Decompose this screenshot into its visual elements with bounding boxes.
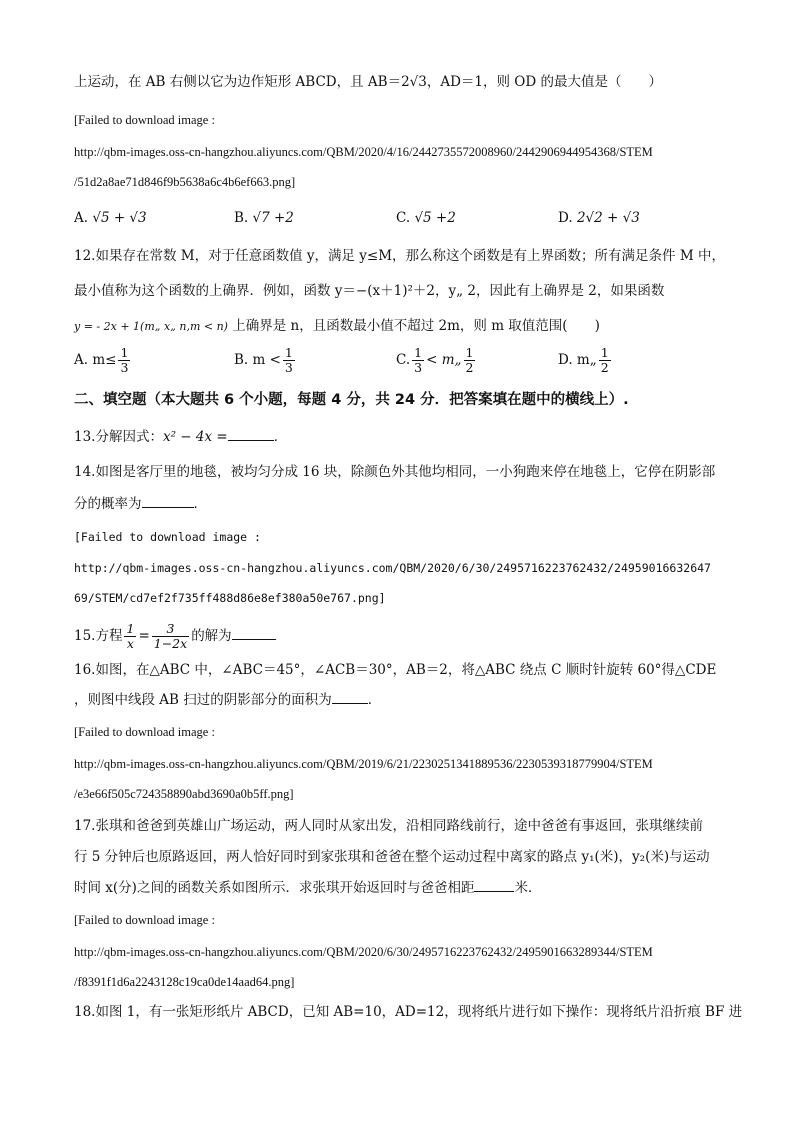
fraction: $\frac{3}{1-2x}$ (153, 621, 188, 651)
option-label: B. (234, 210, 249, 226)
fraction: $\frac{1}{3}$ (120, 345, 129, 375)
q15: 15.方程 $\frac{1}{x}$ = $\frac{3}{1-2x}$ 的解为 (74, 622, 276, 651)
image-url-1a: http://qbm-images.oss-cn-hangzhou.aliyuncs.com/QBM/2020/4/16/2442735572008960/2442906944954368/STEM (74, 145, 653, 159)
image-error-4: [Failed to download image : (74, 913, 215, 927)
option-label: C. (396, 352, 411, 368)
q12-option-a (74, 346, 132, 375)
answer-blank (228, 428, 274, 441)
option-text: √5 +2 (414, 210, 456, 226)
q18-line-1: 18.如图 1，有一张矩形纸片 ABCD，已知 AB=10，AD=12，现将纸片进行如下操作：现将纸片沿折痕 BF 进 (74, 1004, 743, 1020)
q11-stem-tail: 上运动，在 AB 右侧以它为边作矩形 ABCD，且 AB＝2√3，AD＝1，则 OD 的最大值是（ ） (74, 74, 662, 90)
answer-blank (142, 495, 194, 508)
q17-line-2: 行 5 分钟后也原路返回，两人恰好同时到家张琪和爸爸在整个运动过程中离家的路点 y₁(米)，y₂(米)与运动 (74, 849, 710, 865)
image-url-4a: http://qbm-images.oss-cn-hangzhou.aliyuncs.com/QBM/2020/6/30/2495716223762432/2495901663289344/STEM (74, 945, 653, 959)
q14-line-1: 14.如图是客厅里的地毯，被均匀分成 16 块，除颜色外其他均相同，一小狗跑来停在地毯上，它停在阴影部 (74, 464, 716, 480)
image-error-3: [Failed to download image : (74, 725, 215, 739)
option-text: 2√2 + √3 (576, 210, 640, 226)
q14-line-2: 分的概率为 ． (74, 496, 207, 512)
q12-option-d (558, 346, 613, 375)
option-label: C. (396, 210, 411, 226)
q11-option-a (74, 208, 147, 228)
q12-function: y = - 2x + 1(m„ x„ n,m < n) (74, 320, 228, 333)
q13-expression: x² − 4x = (162, 429, 228, 445)
q12-option-b (234, 346, 297, 375)
fraction: $\frac{1}{3}$ (284, 345, 293, 375)
option-label: A. m≤ (74, 352, 117, 368)
image-error-1: [Failed to download image : (74, 113, 215, 127)
fraction: $\frac{1}{2}$ (600, 345, 609, 375)
q11-option-d (558, 208, 640, 228)
q12-condition: 上确界是 n，且函数最小值不超过 2m，则 m 取值范围( ) (227, 318, 600, 334)
q12-line-1: 12.如果存在常数 M，对于任意函数值 y，满足 y≤M，那么称这个函数是有上界函数；所有满足条件 M 中， (74, 248, 725, 264)
q16-line-1: 16.如图，在△ABC 中，∠ABC＝45°，∠ACB＝30°，AB＝2，将△ABC 绕点 C 顺时针旋转 60°得△CDE (74, 662, 717, 678)
option-text: √7 +2 (252, 210, 294, 226)
answer-blank (332, 691, 368, 704)
q16-line-2: ，则图中线段 AB 扫过的阴影部分的面积为 ． (74, 692, 382, 708)
option-label: B. m < (234, 352, 281, 368)
fraction: $\frac{1}{x}$ (126, 621, 135, 651)
q11-option-c (396, 208, 456, 228)
image-error-2: [Failed to download image : (74, 530, 261, 544)
image-url-3a: http://qbm-images.oss-cn-hangzhou.aliyuncs.com/QBM/2019/6/21/2230251341889536/2230539318779904/STEM (74, 757, 653, 771)
q12-line-2: 最小值称为这个函数的上确界．例如，函数 y＝−(x＋1)²＋2，y„ 2，因此有上确界是 2，如果函数 (74, 283, 665, 299)
image-url-2b: 69/STEM/cd7ef2f735ff488d86e8ef380a50e767.png] (74, 591, 386, 605)
q17-line-3: 时间 x(分)之间的函数关系如图所示．求张琪开始返回时与爸爸相距 米． (74, 880, 542, 896)
image-url-3b: /e3e66f505c724358890abd3690a0b5ff.png] (74, 787, 294, 801)
option-label: D. (558, 210, 573, 226)
image-url-1b: /51d2a8ae71d846f9b5638a6c4b6ef663.png] (74, 175, 296, 189)
fraction: $\frac{1}{3}$ (414, 345, 423, 375)
q13: 13.分解因式：x² − 4x = ． (74, 429, 288, 445)
q11-option-b (234, 208, 294, 228)
image-url-4b: /f8391f1d6a2243128c19ca0de14aad64.png] (74, 975, 295, 989)
fraction: $\frac{1}{2}$ (465, 345, 474, 375)
option-label: A. (74, 210, 89, 226)
answer-blank (232, 627, 276, 640)
section-heading: 二、填空题（本大题共 6 个小题，每题 4 分，共 24 分．把答案填在题中的横线上）. (74, 392, 629, 408)
q12-line-3 (74, 316, 600, 337)
option-text: √5 + √3 (92, 210, 147, 226)
q17-line-1: 17.张琪和爸爸到英雄山广场运动，两人同时从家出发，沿相同路线前行，途中爸爸有事返回，张琪继续前 (74, 818, 703, 834)
image-url-2a: http://qbm-images.oss-cn-hangzhou.aliyuncs.com/QBM/2020/6/30/2495716223762432/24959016632647 (74, 561, 711, 575)
option-label: D. m„ (558, 352, 597, 368)
q12-option-c: C. $\frac{1}{3}$ < m„ $\frac{1}{2}$ (396, 345, 474, 375)
answer-blank (474, 879, 514, 892)
